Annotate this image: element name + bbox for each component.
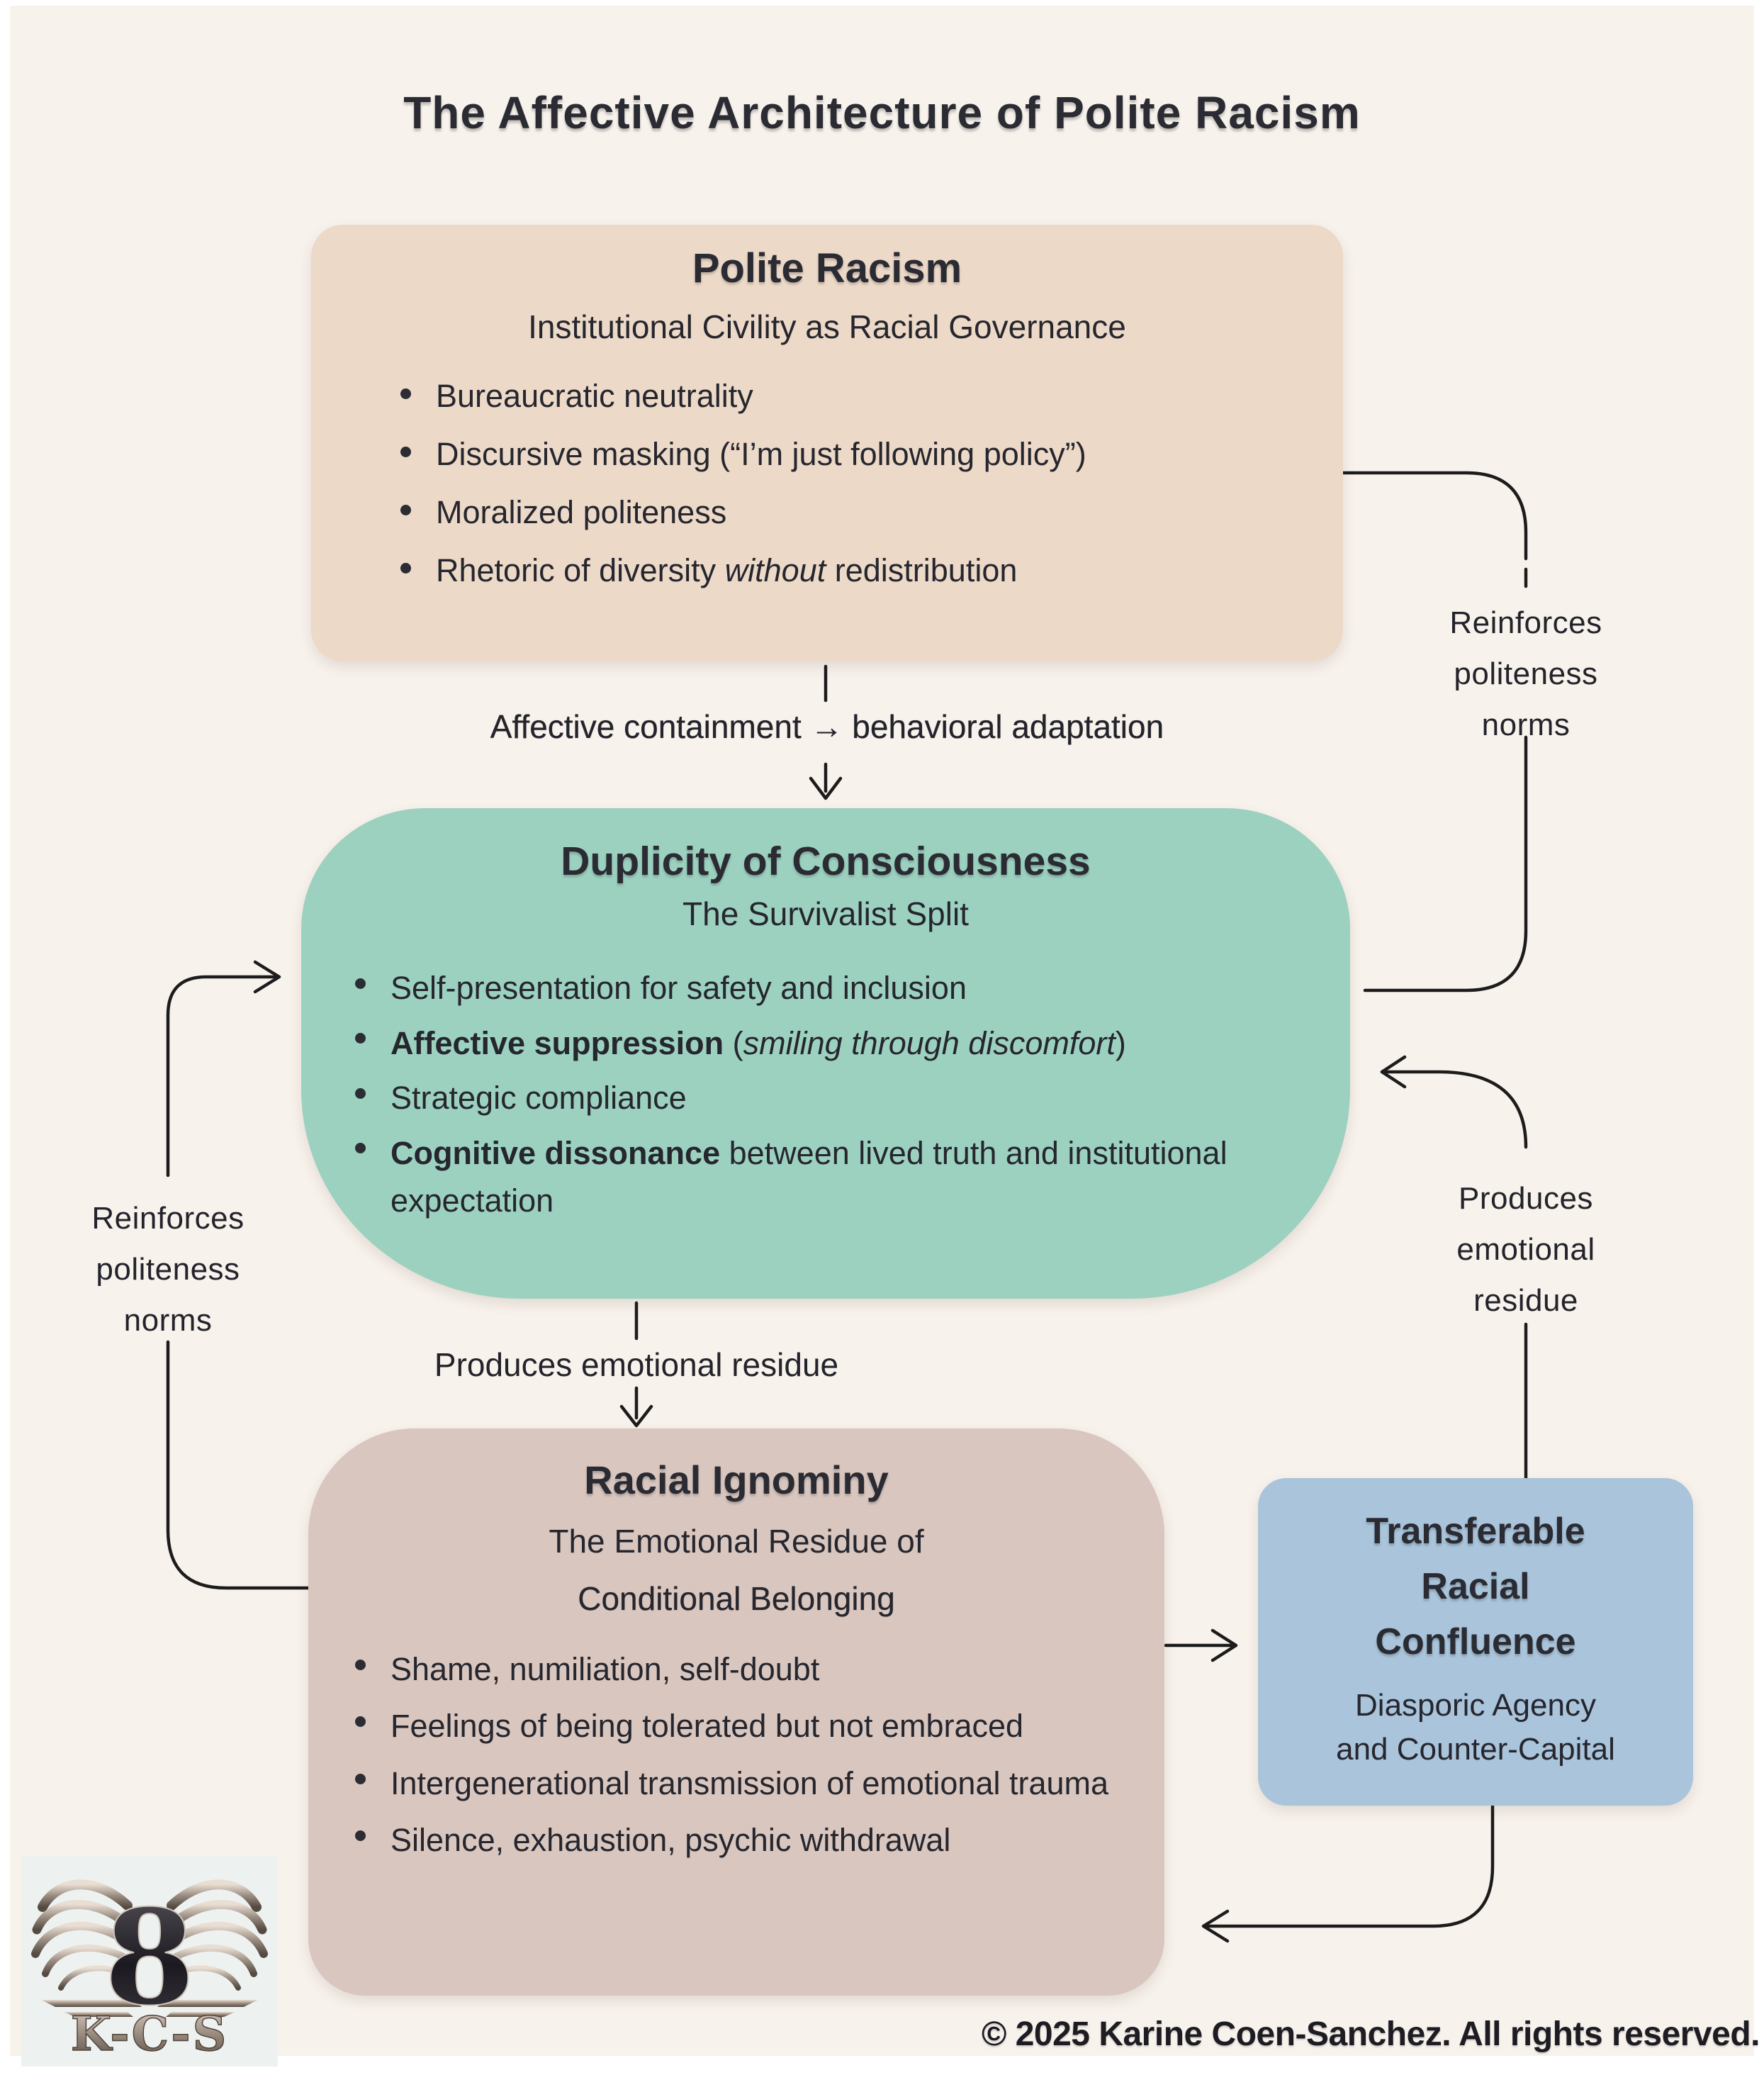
racial-ignominy-subtitle-line2: Conditional Belonging <box>578 1579 895 1617</box>
transferable-title <box>1286 1478 1665 1669</box>
label-line: Produces <box>1459 1181 1593 1216</box>
reinforces-norms-label-right <box>1384 598 1668 751</box>
duplicity-title: Duplicity of Consciousness <box>561 839 1091 884</box>
transferable-title-line1: Transferable <box>1366 1511 1585 1552</box>
transferable-title-line2: Racial <box>1421 1566 1530 1607</box>
page-title: The Affective Architecture of Polite Racism <box>403 87 1361 138</box>
label-line: emotional <box>1456 1232 1595 1268</box>
bullet-item: Shame, numiliation, self-doubt <box>351 1645 1136 1694</box>
transferable-title-line3: Confluence <box>1375 1621 1576 1662</box>
produces-residue-label-right <box>1384 1173 1668 1326</box>
bullet-item: Silence, exhaustion, psychic withdrawal <box>351 1816 1136 1864</box>
figure-eight: 8 <box>103 1880 196 2035</box>
label-line: norms <box>123 1303 213 1338</box>
transferable-subtitle-line1: Diasporic Agency <box>1355 1688 1596 1723</box>
duplicity-subtitle: The Survivalist Split <box>682 895 969 932</box>
racial-ignominy-subtitle-line1: The Emotional Residue of <box>549 1523 924 1560</box>
polite-racism-title: Polite Racism <box>692 245 962 291</box>
bullet-item: Affective suppression (smiling through discomfort) <box>351 1019 1322 1068</box>
copyright-text: © 2025 Karine Coen-Sanchez. All rights reserved. <box>982 2015 1760 2053</box>
transferable-subtitle-line2: and Counter-Capital <box>1336 1732 1615 1767</box>
polite-racism-bullet-list <box>396 374 1315 593</box>
label-line: Reinforces <box>1449 605 1602 640</box>
label-line: norms <box>1481 707 1571 743</box>
winged-eight-emblem <box>21 1856 278 2066</box>
kcs-logo <box>21 1856 278 2066</box>
label-line: politeness <box>1454 656 1598 692</box>
bullet-item: Moralized politeness <box>396 491 1315 535</box>
racial-ignominy-subtitle <box>337 1513 1136 1627</box>
transferable-confluence-box <box>1258 1478 1693 1806</box>
bullet-item: Discursive masking (“I’m just following policy”) <box>396 432 1315 476</box>
duplicity-bullet-list <box>351 964 1322 1225</box>
bullet-item: Feelings of being tolerated but not embraced <box>351 1702 1136 1750</box>
bullet-item: Bureaucratic neutrality <box>396 374 1315 418</box>
polite-racism-box <box>311 225 1343 661</box>
bullet-item: Strategic compliance <box>351 1074 1322 1122</box>
polite-racism-subtitle: Institutional Civility as Racial Governance <box>528 308 1126 345</box>
label-line: residue <box>1473 1283 1578 1319</box>
bullet-item: Cognitive dissonance between lived truth and institutional expectation <box>351 1129 1322 1225</box>
bullet-item: Rhetoric of diversity without redistribution <box>396 549 1315 593</box>
produces-residue-label-center: Produces emotional residue <box>434 1346 839 1383</box>
reinforces-norms-label-left <box>26 1193 310 1346</box>
racial-ignominy-bullet-list <box>351 1645 1136 1865</box>
bullet-item: Intergenerational transmission of emotional trauma <box>351 1760 1136 1808</box>
bullet-item: Self-presentation for safety and inclusion <box>351 964 1322 1012</box>
racial-ignominy-box <box>308 1428 1164 1996</box>
duplicity-box <box>301 808 1350 1299</box>
transferable-subtitle <box>1286 1684 1665 1772</box>
racial-ignominy-title: Racial Ignominy <box>584 1458 889 1502</box>
label-line: politeness <box>96 1252 240 1287</box>
label-line: Reinforces <box>91 1201 245 1236</box>
kcs-logo-text: K-C-S <box>70 2006 229 2062</box>
affective-containment-label: Affective containment → behavioral adaptation <box>490 708 1164 745</box>
